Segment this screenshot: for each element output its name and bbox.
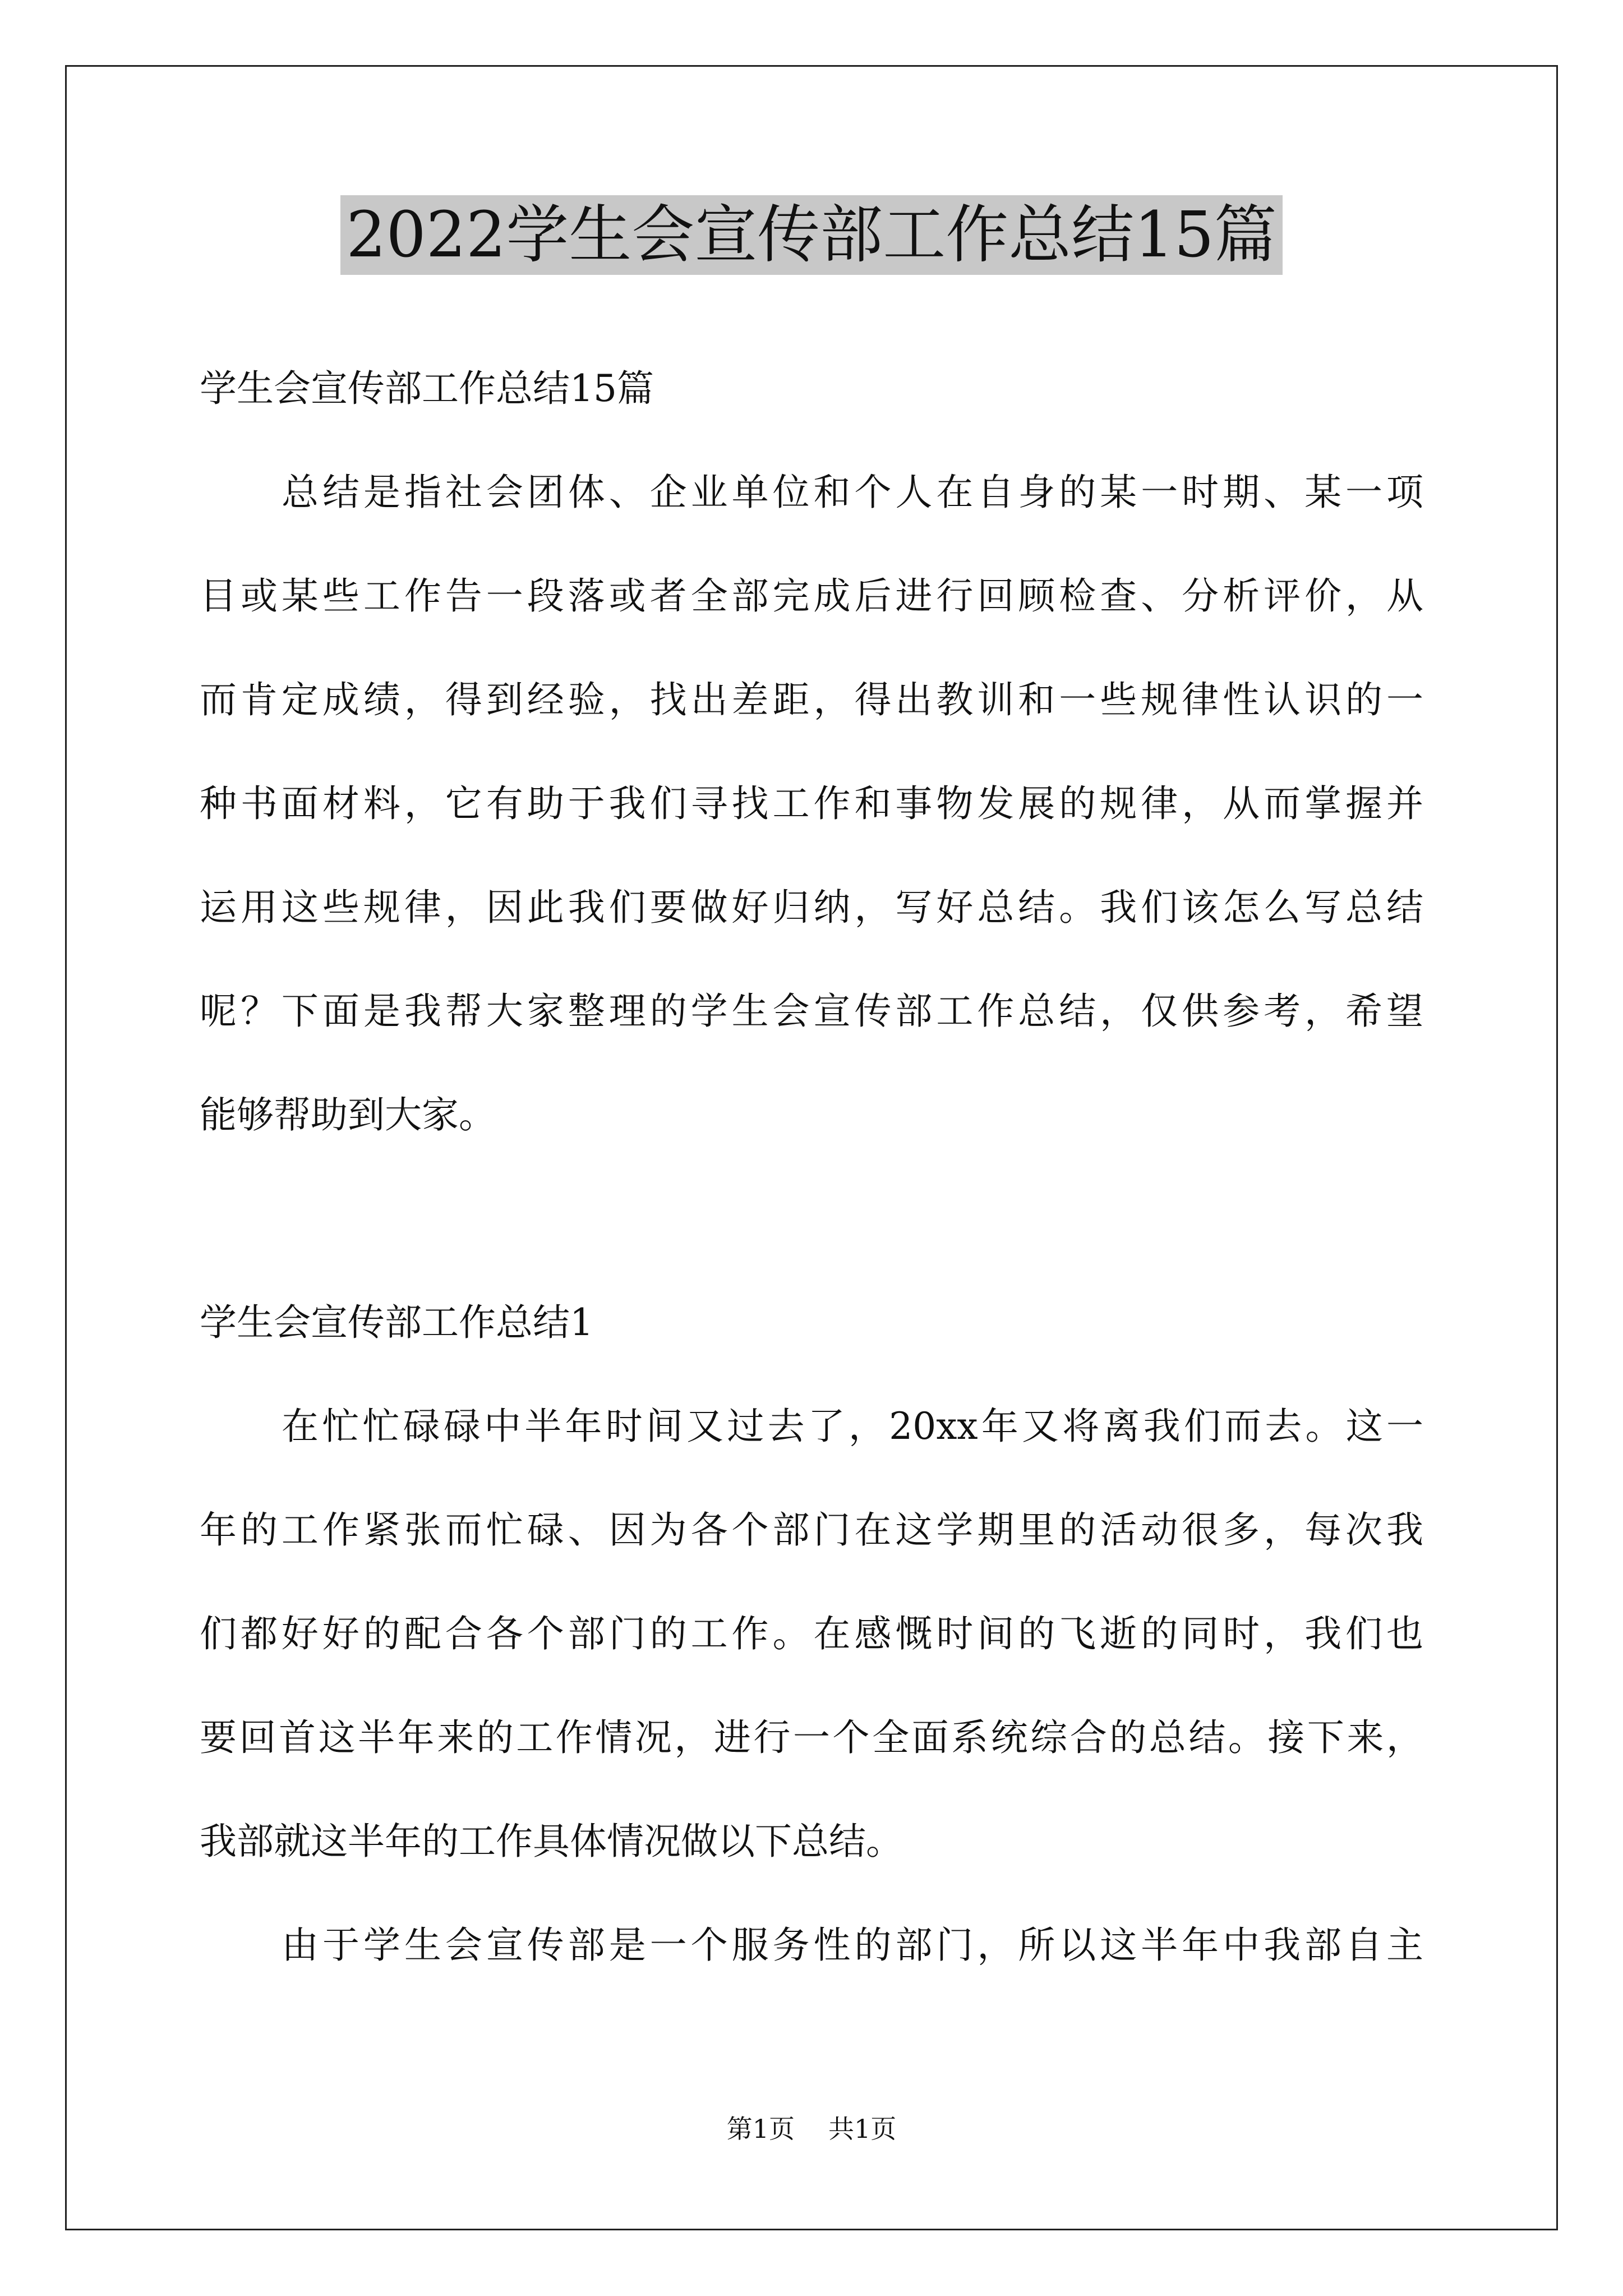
page-footer	[0, 2116, 1623, 2142]
section-paragraph-line: 我部就这半年的工作具体情况做以下总结。	[200, 1820, 903, 1863]
page-total: 共1页	[828, 2114, 897, 2144]
intro-line: 运用这些规律，因此我们要做好归纳，写好总结。我们该怎么写总结	[200, 886, 1423, 929]
section-paragraph-line: 们都好好的配合各个部门的工作。在感慨时间的飞逝的同时，我们也	[200, 1612, 1423, 1655]
section-heading: 学生会宣传部工作总结1	[200, 1301, 593, 1344]
section-paragraph-line: 要回首这半年来的工作情况，进行一个全面系统综合的总结。接下来，	[200, 1716, 1423, 1759]
document-body	[200, 337, 1423, 1997]
paragraph-gap	[200, 1167, 1423, 1271]
section-paragraph-line: 在忙忙碌碌中半年时间又过去了，20xx年又将离我们而去。这一	[282, 1405, 1423, 1448]
page-number: 第1页	[726, 2114, 795, 2144]
document-title-text: 2022学生会宣传部工作总结15篇	[340, 195, 1283, 275]
section-paragraph-line: 年的工作紧张而忙碌、因为各个部门在这学期里的活动很多，每次我	[200, 1508, 1423, 1552]
document-title	[0, 197, 1623, 273]
section-paragraph-line: 由于学生会宣传部是一个服务性的部门，所以这半年中我部自主	[282, 1924, 1423, 1967]
document-subtitle: 学生会宣传部工作总结15篇	[200, 367, 654, 410]
intro-line: 能够帮助到大家。	[200, 1093, 496, 1137]
intro-line: 呢？下面是我帮大家整理的学生会宣传部工作总结，仅供参考，希望	[200, 990, 1423, 1033]
intro-line: 种书面材料，它有助于我们寻找工作和事物发展的规律，从而掌握并	[200, 782, 1423, 825]
intro-line: 总结是指社会团体、企业单位和个人在自身的某一时期、某一项	[282, 471, 1423, 514]
intro-line: 目或某些工作告一段落或者全部完成后进行回顾检查、分析评价，从	[200, 574, 1423, 618]
intro-line: 而肯定成绩，得到经验，找出差距，得出教训和一些规律性认识的一	[200, 678, 1423, 721]
